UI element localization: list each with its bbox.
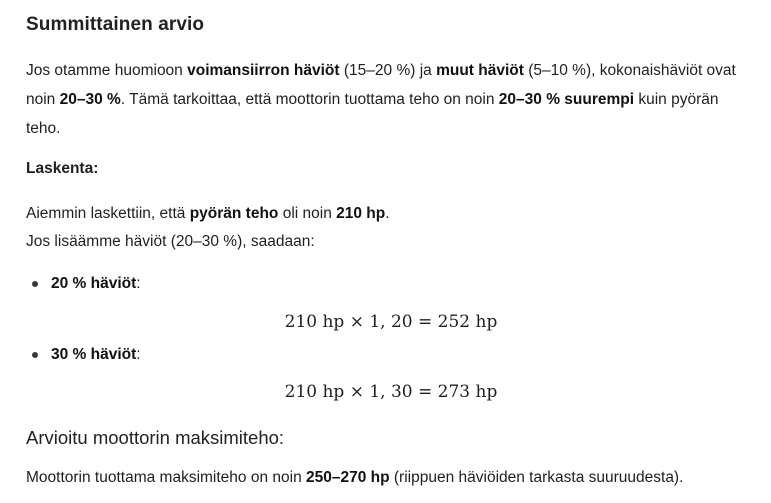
section-heading-summary: Summittainen arvio [26,14,205,35]
bullet-label: 30 % häviöt [51,346,137,363]
text: (5–10 %), kokonaishäviöt ovat noin [26,62,736,108]
subheading-calculation: Laskenta: [26,160,99,177]
list-item [26,343,141,367]
section-heading-estimate: Arvioitu moottorin maksimiteho: [26,427,285,448]
text: . Tämä tarkoittaa, että moottorin tuottama teho on noin [120,91,499,108]
bold-text: muut häviöt [436,62,524,79]
text: oli noin [278,205,337,222]
text: Jos otamme huomioon [26,62,188,79]
bullet-icon [32,281,38,287]
paragraph-wheel-power [26,202,390,226]
bold-text: 20–30 % suurempi [498,91,635,108]
bold-text: voimansiirron häviöt [187,62,340,79]
bold-text: 20–30 % [59,91,121,108]
bullet-icon [32,352,38,358]
text: : [136,275,141,292]
text: Moottorin tuottama maksimiteho on noin [26,469,306,486]
bold-text: 210 hp [336,205,386,222]
text: kuin pyörän teho. [26,91,719,137]
text: Aiemmin laskettiin, että [26,205,190,222]
text: (15–20 %) ja [339,62,437,79]
math-formula: 210 hp × 1, 30 = 273 hp [284,382,498,402]
bullet-label: 20 % häviöt [51,275,137,292]
paragraph-add-losses: Jos lisäämme häviöt (20–30 %), saadaan: [26,233,315,250]
text: : [136,346,141,363]
text: (riippuen häviöiden tarkasta suuruudesta). [389,469,684,486]
paragraph-max-power [26,466,683,490]
list-item [26,272,141,296]
paragraph-losses [26,56,756,143]
text: . [385,205,390,222]
math-formula: 210 hp × 1, 20 = 252 hp [284,312,498,332]
bold-text: pyörän teho [189,205,279,222]
bold-text: 250–270 hp [306,469,390,486]
